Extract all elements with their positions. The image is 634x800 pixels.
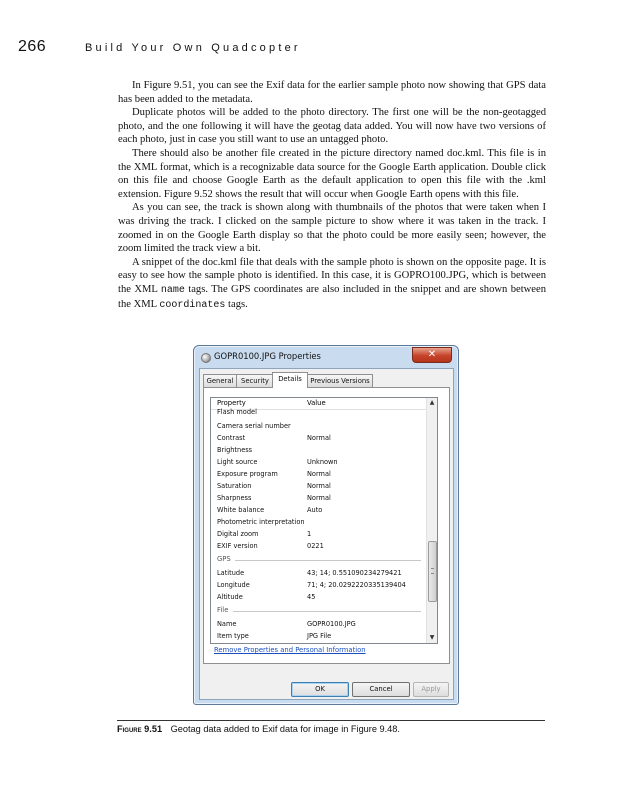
scroll-down-arrow-icon[interactable]: ▼ bbox=[429, 634, 435, 641]
property-name: Altitude bbox=[217, 593, 243, 601]
property-name: Camera serial number bbox=[217, 422, 291, 430]
details-panel bbox=[203, 387, 450, 664]
caption-rule bbox=[117, 720, 545, 721]
list-item[interactable] bbox=[211, 445, 427, 456]
list-item[interactable] bbox=[211, 541, 427, 552]
property-value: Normal bbox=[307, 470, 331, 478]
property-name: Name bbox=[217, 620, 237, 628]
list-item[interactable] bbox=[211, 421, 427, 432]
property-value: Normal bbox=[307, 494, 331, 502]
list-item[interactable] bbox=[211, 517, 427, 528]
apply-button[interactable]: Apply bbox=[413, 682, 449, 697]
dialog-title: GOPR0100.JPG Properties bbox=[214, 351, 321, 361]
scroll-thumb[interactable] bbox=[428, 541, 437, 602]
property-value: GOPR0100.JPG bbox=[307, 620, 356, 628]
running-head: Build Your Own Quadcopter bbox=[85, 42, 301, 54]
paragraph: Duplicate photos will be added to the photo directory. The first one will be the non-geotagged photo, and the one following it will have the geotag data added. You will now have two versions of each photo, just in case you still want to use an untagged photo. bbox=[118, 107, 546, 146]
tab-details[interactable]: Details bbox=[272, 372, 308, 388]
property-name: Brightness bbox=[217, 446, 253, 454]
group-divider bbox=[235, 560, 421, 561]
text-run: tags. The GPS coordinates are also included in the snippet and are shown between the XML bbox=[118, 283, 547, 310]
property-name: Contrast bbox=[217, 434, 246, 442]
page-header bbox=[18, 38, 301, 56]
grip-icon bbox=[431, 568, 434, 574]
property-name: Item type bbox=[217, 632, 249, 640]
caption-text: Geotag data added to Exif data for image in Figure 9.48. bbox=[170, 724, 400, 734]
group-header-gps bbox=[217, 554, 421, 565]
paragraph: There should also be another file created in the picture directory named doc.kml. This file is in the XML format, which is a recognizable data source for the Google Earth application. Double click on this file and choose Google Earth as the default application to open this file with the .kml extension. Figure 9.52 shows the result that will occur when Google Earth opens with this file. bbox=[118, 147, 546, 200]
list-item[interactable] bbox=[211, 580, 427, 591]
property-name: White balance bbox=[217, 506, 265, 514]
list-item[interactable] bbox=[211, 505, 427, 516]
property-value: Auto bbox=[307, 506, 323, 514]
property-name: Exposure program bbox=[217, 470, 278, 478]
tab-general[interactable]: General bbox=[203, 374, 237, 387]
properties-dialog bbox=[193, 345, 459, 705]
property-name: EXIF version bbox=[217, 542, 258, 550]
list-item[interactable] bbox=[211, 457, 427, 468]
property-value: 1 bbox=[307, 530, 312, 538]
property-list[interactable] bbox=[210, 397, 438, 644]
list-item[interactable] bbox=[211, 407, 427, 418]
text-run: tags. bbox=[225, 298, 248, 310]
remove-properties-link[interactable]: Remove Properties and Personal Information bbox=[214, 646, 366, 654]
property-name: Light source bbox=[217, 458, 258, 466]
property-value: Unknown bbox=[307, 458, 338, 466]
property-value: 0221 bbox=[307, 542, 324, 550]
list-item[interactable] bbox=[211, 631, 427, 642]
property-name: Saturation bbox=[217, 482, 252, 490]
dialog-client bbox=[199, 368, 454, 700]
property-value: 45 bbox=[307, 593, 316, 601]
title-bar[interactable] bbox=[194, 346, 458, 368]
list-item[interactable] bbox=[211, 469, 427, 480]
caption-label: Figure 9.51 bbox=[117, 724, 163, 734]
property-value: 43; 14; 0.551090234279421 bbox=[307, 569, 402, 577]
property-name: Photometric interpretation bbox=[217, 518, 305, 526]
property-name: Sharpness bbox=[217, 494, 252, 502]
file-icon bbox=[201, 353, 211, 363]
list-item[interactable] bbox=[211, 481, 427, 492]
cancel-button[interactable]: Cancel bbox=[352, 682, 410, 697]
vertical-scrollbar[interactable] bbox=[426, 398, 437, 643]
text-run: A snippet of the doc.kml file that deals with the sample photo is shown on the opposite page. It is easy to see how the sample photo is identified. In this case, it is GOPRO100.JPG, which is between the XML bbox=[118, 256, 546, 295]
tab-previous-versions[interactable]: Previous Versions bbox=[307, 374, 373, 387]
property-value: Normal bbox=[307, 434, 331, 442]
column-header-value[interactable]: Value bbox=[307, 399, 326, 407]
paragraph: As you can see, the track is shown along with thumbnails of the photos that were taken when I was driving the track. I clicked on the sample picture to show where it was taken in the track. I zoomed in on the Google Earth display so that the photo could be more easily seen; however, the zoom limited the track view a bit. bbox=[118, 202, 546, 255]
code-name: name bbox=[160, 284, 185, 296]
figure-caption bbox=[117, 724, 400, 734]
property-value: 71; 4; 20.0292220335139404 bbox=[307, 581, 406, 589]
tab-security[interactable]: Security bbox=[236, 374, 274, 387]
list-item[interactable] bbox=[211, 493, 427, 504]
property-value: Normal bbox=[307, 482, 331, 490]
close-button[interactable]: ✕ bbox=[412, 347, 452, 363]
list-item[interactable] bbox=[211, 592, 427, 603]
list-item[interactable] bbox=[211, 568, 427, 579]
paragraph: In Figure 9.51, you can see the Exif data for the earlier sample photo now showing that GPS data has been added to the metadata. bbox=[118, 80, 546, 105]
list-item[interactable] bbox=[211, 433, 427, 444]
property-name: Latitude bbox=[217, 569, 245, 577]
property-value: JPG File bbox=[307, 632, 332, 640]
property-name: Flash model bbox=[217, 408, 257, 416]
property-name: Digital zoom bbox=[217, 530, 259, 538]
column-header-property[interactable]: Property bbox=[217, 399, 246, 407]
scroll-up-arrow-icon[interactable]: ▲ bbox=[429, 399, 435, 406]
group-header-file bbox=[217, 605, 421, 616]
group-label: File bbox=[217, 606, 229, 614]
code-coordinates: coordinates bbox=[159, 299, 226, 311]
group-divider bbox=[233, 611, 421, 612]
list-item[interactable] bbox=[211, 529, 427, 540]
group-label: GPS bbox=[217, 555, 231, 563]
ok-button[interactable]: OK bbox=[291, 682, 349, 697]
list-item[interactable] bbox=[211, 619, 427, 630]
page-number: 266 bbox=[18, 38, 47, 55]
body-text bbox=[118, 79, 546, 312]
property-name: Longitude bbox=[217, 581, 250, 589]
paragraph bbox=[118, 256, 546, 312]
